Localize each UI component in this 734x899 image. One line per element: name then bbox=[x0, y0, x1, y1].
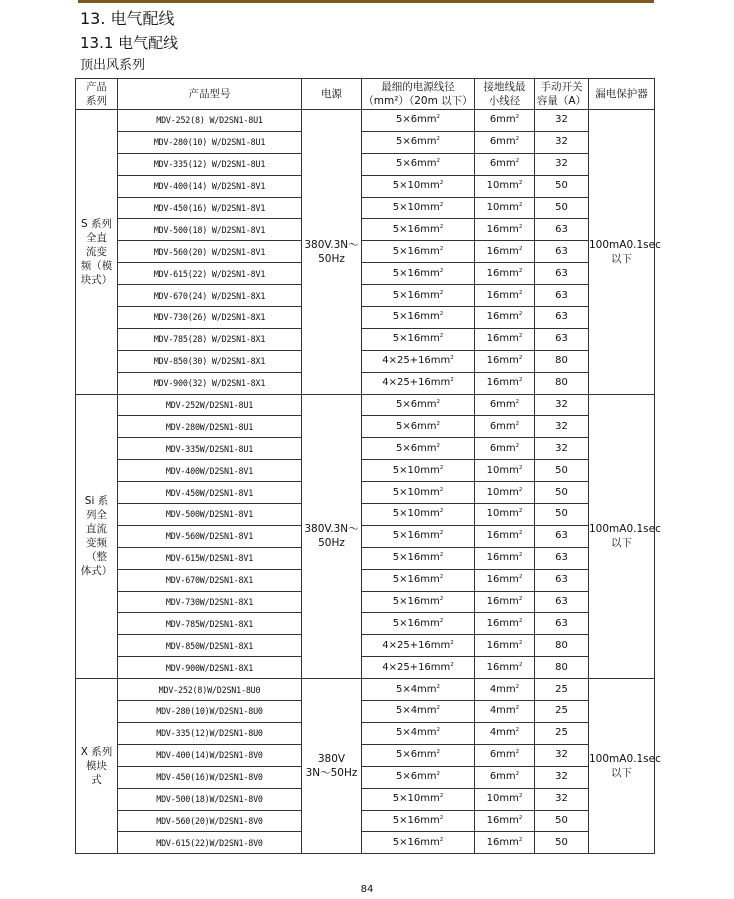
model-cell: MDV-730W/D2SN1-8X1 bbox=[118, 591, 302, 613]
table-row bbox=[76, 328, 655, 350]
switch-capacity-cell: 32 bbox=[535, 438, 589, 460]
superscript-2: 2 bbox=[515, 420, 520, 427]
superscript-2: 2 bbox=[439, 180, 444, 187]
model-cell: MDV-400W/D2SN1-8V1 bbox=[118, 460, 302, 482]
model-cell: MDV-280(10) W/D2SN1-8U1 bbox=[118, 131, 302, 153]
ground-wire-cell: $4mm^2$ bbox=[475, 722, 535, 744]
superscript-2: 2 bbox=[518, 311, 523, 318]
superscript-2: 2 bbox=[518, 223, 523, 230]
wire-size-cell: $5\times 6mm^2$ bbox=[362, 131, 475, 153]
table-row bbox=[76, 197, 655, 219]
superscript-2: 2 bbox=[518, 574, 523, 581]
switch-capacity-cell: 32 bbox=[535, 416, 589, 438]
section-title: 13. 电气配线 bbox=[80, 9, 175, 28]
superscript-2: 2 bbox=[515, 683, 520, 690]
superscript-2: 2 bbox=[515, 749, 520, 756]
wire-size-cell: $5\times 4mm^2$ bbox=[362, 701, 475, 723]
superscript-2: 2 bbox=[518, 486, 523, 493]
switch-capacity-cell: 32 bbox=[535, 744, 589, 766]
superscript-2: 2 bbox=[450, 377, 454, 384]
ground-wire-cell: $10mm^2$ bbox=[475, 482, 535, 504]
ground-wire-cell: $6mm^2$ bbox=[475, 394, 535, 416]
wire-size-cell: $4\times 25+16mm^2$ bbox=[362, 372, 475, 394]
column-header-power: 电源 bbox=[302, 79, 362, 110]
table-row bbox=[76, 679, 655, 701]
ground-wire-cell: $16mm^2$ bbox=[475, 263, 535, 285]
switch-capacity-cell: 80 bbox=[535, 635, 589, 657]
model-cell: MDV-670(24) W/D2SN1-8X1 bbox=[118, 285, 302, 307]
ground-wire-cell: $10mm^2$ bbox=[475, 175, 535, 197]
column-header-model: 产品型号 bbox=[118, 79, 302, 110]
wire-size-cell: $5\times 16mm^2$ bbox=[362, 591, 475, 613]
superscript-2: 2 bbox=[518, 355, 523, 362]
model-cell: MDV-850(30) W/D2SN1-8X1 bbox=[118, 350, 302, 372]
superscript-2: 2 bbox=[439, 508, 444, 515]
table-row bbox=[76, 175, 655, 197]
model-cell: MDV-252(8) W/D2SN1-8U1 bbox=[118, 110, 302, 132]
ground-wire-cell: $6mm^2$ bbox=[475, 416, 535, 438]
model-cell: MDV-850W/D2SN1-8X1 bbox=[118, 635, 302, 657]
superscript-2: 2 bbox=[518, 333, 523, 340]
wire-size-cell: $5\times 16mm^2$ bbox=[362, 219, 475, 241]
table-row bbox=[76, 350, 655, 372]
wire-size-cell: $5\times 6mm^2$ bbox=[362, 438, 475, 460]
table-row bbox=[76, 416, 655, 438]
table-row bbox=[76, 569, 655, 591]
superscript-2: 2 bbox=[515, 114, 520, 121]
wire-size-cell: $5\times 6mm^2$ bbox=[362, 744, 475, 766]
ground-wire-cell: $10mm^2$ bbox=[475, 504, 535, 526]
table-row bbox=[76, 744, 655, 766]
switch-capacity-cell: 50 bbox=[535, 197, 589, 219]
superscript-2: 2 bbox=[439, 617, 444, 624]
superscript-2: 2 bbox=[439, 836, 444, 843]
power-cell: 380V.3N～ 50Hz bbox=[302, 394, 362, 679]
table-row bbox=[76, 394, 655, 416]
switch-capacity-cell: 25 bbox=[535, 722, 589, 744]
table-row bbox=[76, 372, 655, 394]
superscript-2: 2 bbox=[439, 267, 444, 274]
wire-size-cell: $5\times 16mm^2$ bbox=[362, 241, 475, 263]
superscript-2: 2 bbox=[450, 661, 454, 668]
superscript-2: 2 bbox=[518, 530, 523, 537]
superscript-2: 2 bbox=[518, 814, 523, 821]
ground-wire-cell: $6mm^2$ bbox=[475, 153, 535, 175]
switch-capacity-cell: 80 bbox=[535, 350, 589, 372]
superscript-2: 2 bbox=[518, 245, 523, 252]
superscript-2: 2 bbox=[439, 814, 444, 821]
table-row bbox=[76, 766, 655, 788]
power-cell: 380V 3N～50Hz bbox=[302, 679, 362, 854]
switch-capacity-cell: 32 bbox=[535, 131, 589, 153]
model-cell: MDV-900W/D2SN1-8X1 bbox=[118, 657, 302, 679]
wire-size-cell: $5\times 10mm^2$ bbox=[362, 460, 475, 482]
model-cell: MDV-252W/D2SN1-8U1 bbox=[118, 394, 302, 416]
power-cell: 380V.3N～ 50Hz bbox=[302, 110, 362, 395]
wire-size-cell: $5\times 10mm^2$ bbox=[362, 482, 475, 504]
switch-capacity-cell: 63 bbox=[535, 241, 589, 263]
ground-wire-cell: $16mm^2$ bbox=[475, 525, 535, 547]
switch-capacity-cell: 50 bbox=[535, 460, 589, 482]
table-row bbox=[76, 832, 655, 854]
wire-size-cell: $4\times 25+16mm^2$ bbox=[362, 635, 475, 657]
superscript-2: 2 bbox=[439, 793, 444, 800]
switch-capacity-cell: 25 bbox=[535, 701, 589, 723]
model-cell: MDV-335(12) W/D2SN1-8U1 bbox=[118, 153, 302, 175]
switch-capacity-cell: 80 bbox=[535, 657, 589, 679]
superscript-2: 2 bbox=[439, 311, 444, 318]
wire-size-cell: $5\times 4mm^2$ bbox=[362, 679, 475, 701]
switch-capacity-cell: 63 bbox=[535, 328, 589, 350]
superscript-2: 2 bbox=[518, 596, 523, 603]
ground-wire-cell: $16mm^2$ bbox=[475, 285, 535, 307]
column-header-wire: 最细的电源线径 （mm²）（20m 以下） bbox=[362, 79, 475, 110]
ground-wire-cell: $16mm^2$ bbox=[475, 832, 535, 854]
model-cell: MDV-615(22) W/D2SN1-8V1 bbox=[118, 263, 302, 285]
superscript-2: 2 bbox=[518, 289, 523, 296]
model-cell: MDV-900(32) W/D2SN1-8X1 bbox=[118, 372, 302, 394]
switch-capacity-cell: 32 bbox=[535, 788, 589, 810]
table-row bbox=[76, 657, 655, 679]
superscript-2: 2 bbox=[436, 136, 441, 143]
model-cell: MDV-500W/D2SN1-8V1 bbox=[118, 504, 302, 526]
superscript-2: 2 bbox=[436, 771, 441, 778]
superscript-2: 2 bbox=[439, 552, 444, 559]
wire-size-cell: $5\times 16mm^2$ bbox=[362, 328, 475, 350]
table-row bbox=[76, 525, 655, 547]
superscript-2: 2 bbox=[436, 114, 441, 121]
table-row bbox=[76, 219, 655, 241]
model-cell: MDV-785(28) W/D2SN1-8X1 bbox=[118, 328, 302, 350]
superscript-2: 2 bbox=[518, 617, 523, 624]
wire-size-cell: $5\times 16mm^2$ bbox=[362, 569, 475, 591]
ground-wire-cell: $4mm^2$ bbox=[475, 679, 535, 701]
switch-capacity-cell: 80 bbox=[535, 372, 589, 394]
ground-wire-cell: $6mm^2$ bbox=[475, 766, 535, 788]
model-cell: MDV-785W/D2SN1-8X1 bbox=[118, 613, 302, 635]
ground-wire-cell: $6mm^2$ bbox=[475, 131, 535, 153]
switch-capacity-cell: 50 bbox=[535, 810, 589, 832]
superscript-2: 2 bbox=[439, 245, 444, 252]
wire-size-cell: $5\times 6mm^2$ bbox=[362, 416, 475, 438]
ground-wire-cell: $16mm^2$ bbox=[475, 219, 535, 241]
superscript-2: 2 bbox=[439, 223, 444, 230]
column-header-rcd: 漏电保护器 bbox=[589, 79, 655, 110]
ground-wire-cell: $16mm^2$ bbox=[475, 241, 535, 263]
switch-capacity-cell: 63 bbox=[535, 307, 589, 329]
table-row bbox=[76, 153, 655, 175]
subsection-title: 13.1 电气配线 bbox=[80, 34, 179, 52]
wire-size-cell: $4\times 25+16mm^2$ bbox=[362, 350, 475, 372]
ground-wire-cell: $16mm^2$ bbox=[475, 657, 535, 679]
wire-size-cell: $5\times 6mm^2$ bbox=[362, 153, 475, 175]
ground-wire-cell: $6mm^2$ bbox=[475, 110, 535, 132]
superscript-2: 2 bbox=[439, 596, 444, 603]
wire-size-cell: $5\times 16mm^2$ bbox=[362, 810, 475, 832]
wire-size-cell: $5\times 6mm^2$ bbox=[362, 110, 475, 132]
model-cell: MDV-450W/D2SN1-8V1 bbox=[118, 482, 302, 504]
switch-capacity-cell: 63 bbox=[535, 547, 589, 569]
wire-size-cell: $5\times 16mm^2$ bbox=[362, 613, 475, 635]
model-cell: MDV-280W/D2SN1-8U1 bbox=[118, 416, 302, 438]
ground-wire-cell: $6mm^2$ bbox=[475, 438, 535, 460]
ground-wire-cell: $16mm^2$ bbox=[475, 569, 535, 591]
superscript-2: 2 bbox=[518, 508, 523, 515]
superscript-2: 2 bbox=[439, 530, 444, 537]
superscript-2: 2 bbox=[518, 836, 523, 843]
table-row bbox=[76, 613, 655, 635]
switch-capacity-cell: 32 bbox=[535, 153, 589, 175]
ground-wire-cell: $10mm^2$ bbox=[475, 788, 535, 810]
superscript-2: 2 bbox=[439, 574, 444, 581]
series-cell: X 系列 模块 式 bbox=[76, 679, 118, 854]
ground-wire-cell: $16mm^2$ bbox=[475, 591, 535, 613]
wire-size-cell: $5\times 16mm^2$ bbox=[362, 307, 475, 329]
model-cell: MDV-280(10)W/D2SN1-8U0 bbox=[118, 701, 302, 723]
superscript-2: 2 bbox=[518, 202, 523, 208]
rcd-cell: 100mA0.1sec 以下 bbox=[589, 110, 655, 395]
superscript-2: 2 bbox=[436, 683, 441, 690]
superscript-2: 2 bbox=[439, 464, 444, 471]
superscript-2: 2 bbox=[518, 793, 523, 800]
table-row bbox=[76, 438, 655, 460]
table-row bbox=[76, 263, 655, 285]
superscript-2: 2 bbox=[436, 158, 441, 165]
ground-wire-cell: $16mm^2$ bbox=[475, 810, 535, 832]
superscript-2: 2 bbox=[439, 289, 444, 296]
wiring-spec-table bbox=[75, 78, 661, 854]
superscript-2: 2 bbox=[450, 639, 454, 646]
wire-size-cell: $5\times 4mm^2$ bbox=[362, 722, 475, 744]
superscript-2: 2 bbox=[450, 355, 454, 362]
wire-size-cell: $5\times 6mm^2$ bbox=[362, 766, 475, 788]
series-cell: S 系列 全直 流变 频（模 块式） bbox=[76, 110, 118, 395]
header-row bbox=[76, 79, 655, 110]
table-row bbox=[76, 285, 655, 307]
switch-capacity-cell: 32 bbox=[535, 394, 589, 416]
wire-size-cell: $5\times 6mm^2$ bbox=[362, 394, 475, 416]
table-row bbox=[76, 810, 655, 832]
table-row bbox=[76, 591, 655, 613]
superscript-2: 2 bbox=[436, 727, 441, 734]
model-cell: MDV-335(12)W/D2SN1-8U0 bbox=[118, 722, 302, 744]
model-cell: MDV-400(14) W/D2SN1-8V1 bbox=[118, 175, 302, 197]
switch-capacity-cell: 63 bbox=[535, 285, 589, 307]
model-cell: MDV-560(20) W/D2SN1-8V1 bbox=[118, 241, 302, 263]
switch-capacity-cell: 32 bbox=[535, 766, 589, 788]
superscript-2: 2 bbox=[515, 442, 520, 449]
model-cell: MDV-670W/D2SN1-8X1 bbox=[118, 569, 302, 591]
wire-size-cell: $5\times 10mm^2$ bbox=[362, 788, 475, 810]
table-row bbox=[76, 504, 655, 526]
rcd-cell: 100mA0.1sec 以下 bbox=[589, 679, 655, 854]
switch-capacity-cell: 50 bbox=[535, 175, 589, 197]
wire-size-cell: $5\times 16mm^2$ bbox=[362, 263, 475, 285]
model-cell: MDV-560W/D2SN1-8V1 bbox=[118, 525, 302, 547]
table-row bbox=[76, 110, 655, 132]
superscript-2: 2 bbox=[515, 399, 520, 406]
table-row bbox=[76, 547, 655, 569]
ground-wire-cell: $16mm^2$ bbox=[475, 635, 535, 657]
table-row bbox=[76, 482, 655, 504]
switch-capacity-cell: 25 bbox=[535, 679, 589, 701]
model-cell: MDV-335W/D2SN1-8U1 bbox=[118, 438, 302, 460]
superscript-2: 2 bbox=[439, 202, 444, 208]
superscript-2: 2 bbox=[515, 771, 520, 778]
model-cell: MDV-615(22)W/D2SN1-8V0 bbox=[118, 832, 302, 854]
superscript-2: 2 bbox=[515, 136, 520, 143]
switch-capacity-cell: 63 bbox=[535, 569, 589, 591]
switch-capacity-cell: 50 bbox=[535, 482, 589, 504]
ground-wire-cell: $10mm^2$ bbox=[475, 460, 535, 482]
table-row bbox=[76, 460, 655, 482]
superscript-2: 2 bbox=[518, 377, 523, 384]
ground-wire-cell: $16mm^2$ bbox=[475, 328, 535, 350]
header-rule bbox=[78, 0, 654, 3]
column-header-series: 产品 系列 bbox=[76, 79, 118, 110]
model-cell: MDV-400(14)W/D2SN1-8V0 bbox=[118, 744, 302, 766]
switch-capacity-cell: 63 bbox=[535, 613, 589, 635]
model-cell: MDV-730(26) W/D2SN1-8X1 bbox=[118, 307, 302, 329]
table-row bbox=[76, 635, 655, 657]
series-cell: Si 系 列全 直流 变频 （整 体式） bbox=[76, 394, 118, 679]
superscript-2: 2 bbox=[436, 442, 441, 449]
ground-wire-cell: $16mm^2$ bbox=[475, 307, 535, 329]
page-number: 84 bbox=[360, 884, 374, 895]
superscript-2: 2 bbox=[518, 267, 523, 274]
table-caption: 顶出风系列 bbox=[80, 58, 146, 73]
wire-size-cell: $5\times 10mm^2$ bbox=[362, 504, 475, 526]
switch-capacity-cell: 63 bbox=[535, 219, 589, 241]
table-row bbox=[76, 722, 655, 744]
superscript-2: 2 bbox=[436, 705, 441, 712]
superscript-2: 2 bbox=[436, 749, 441, 756]
ground-wire-cell: $16mm^2$ bbox=[475, 547, 535, 569]
wire-size-cell: $5\times 10mm^2$ bbox=[362, 175, 475, 197]
column-header-switch: 手动开关 容量（A） bbox=[535, 79, 589, 110]
model-cell: MDV-500(18) W/D2SN1-8V1 bbox=[118, 219, 302, 241]
ground-wire-cell: $16mm^2$ bbox=[475, 350, 535, 372]
superscript-2: 2 bbox=[515, 727, 520, 734]
switch-capacity-cell: 32 bbox=[535, 110, 589, 132]
table-row bbox=[76, 241, 655, 263]
ground-wire-cell: $16mm^2$ bbox=[475, 372, 535, 394]
switch-capacity-cell: 63 bbox=[535, 263, 589, 285]
superscript-2: 2 bbox=[439, 486, 444, 493]
ground-wire-cell: $10mm^2$ bbox=[475, 197, 535, 219]
model-cell: MDV-252(8)W/D2SN1-8U0 bbox=[118, 679, 302, 701]
table-row bbox=[76, 788, 655, 810]
wire-size-cell: $5\times 16mm^2$ bbox=[362, 285, 475, 307]
superscript-2: 2 bbox=[515, 705, 520, 712]
superscript-2: 2 bbox=[518, 639, 523, 646]
table-row bbox=[76, 131, 655, 153]
superscript-2: 2 bbox=[439, 333, 444, 340]
superscript-2: 2 bbox=[436, 399, 441, 406]
ground-wire-cell: $16mm^2$ bbox=[475, 613, 535, 635]
ground-wire-cell: $6mm^2$ bbox=[475, 744, 535, 766]
table-body bbox=[76, 110, 661, 854]
wire-size-cell: $5\times 16mm^2$ bbox=[362, 525, 475, 547]
wire-size-cell: $5\times 10mm^2$ bbox=[362, 197, 475, 219]
superscript-2: 2 bbox=[518, 552, 523, 559]
superscript-2: 2 bbox=[518, 661, 523, 668]
switch-capacity-cell: 50 bbox=[535, 504, 589, 526]
switch-capacity-cell: 63 bbox=[535, 591, 589, 613]
model-cell: MDV-560(20)W/D2SN1-8V0 bbox=[118, 810, 302, 832]
superscript-2: 2 bbox=[436, 420, 441, 427]
table-row bbox=[76, 307, 655, 329]
model-cell: MDV-450(16) W/D2SN1-8V1 bbox=[118, 197, 302, 219]
switch-capacity-cell: 63 bbox=[535, 525, 589, 547]
wire-size-cell: $5\times 16mm^2$ bbox=[362, 547, 475, 569]
table-row bbox=[76, 701, 655, 723]
superscript-2: 2 bbox=[515, 158, 520, 165]
column-header-ground: 接地线最 小线径 bbox=[475, 79, 535, 110]
model-cell: MDV-500(18)W/D2SN1-8V0 bbox=[118, 788, 302, 810]
rcd-cell: 100mA0.1sec 以下 bbox=[589, 394, 655, 679]
model-cell: MDV-615W/D2SN1-8V1 bbox=[118, 547, 302, 569]
switch-capacity-cell: 50 bbox=[535, 832, 589, 854]
model-cell: MDV-450(16)W/D2SN1-8V0 bbox=[118, 766, 302, 788]
superscript-2: 2 bbox=[518, 180, 523, 187]
superscript-2: 2 bbox=[518, 464, 523, 471]
wire-size-cell: $5\times 16mm^2$ bbox=[362, 832, 475, 854]
wire-size-cell: $4\times 25+16mm^2$ bbox=[362, 657, 475, 679]
ground-wire-cell: $4mm^2$ bbox=[475, 701, 535, 723]
